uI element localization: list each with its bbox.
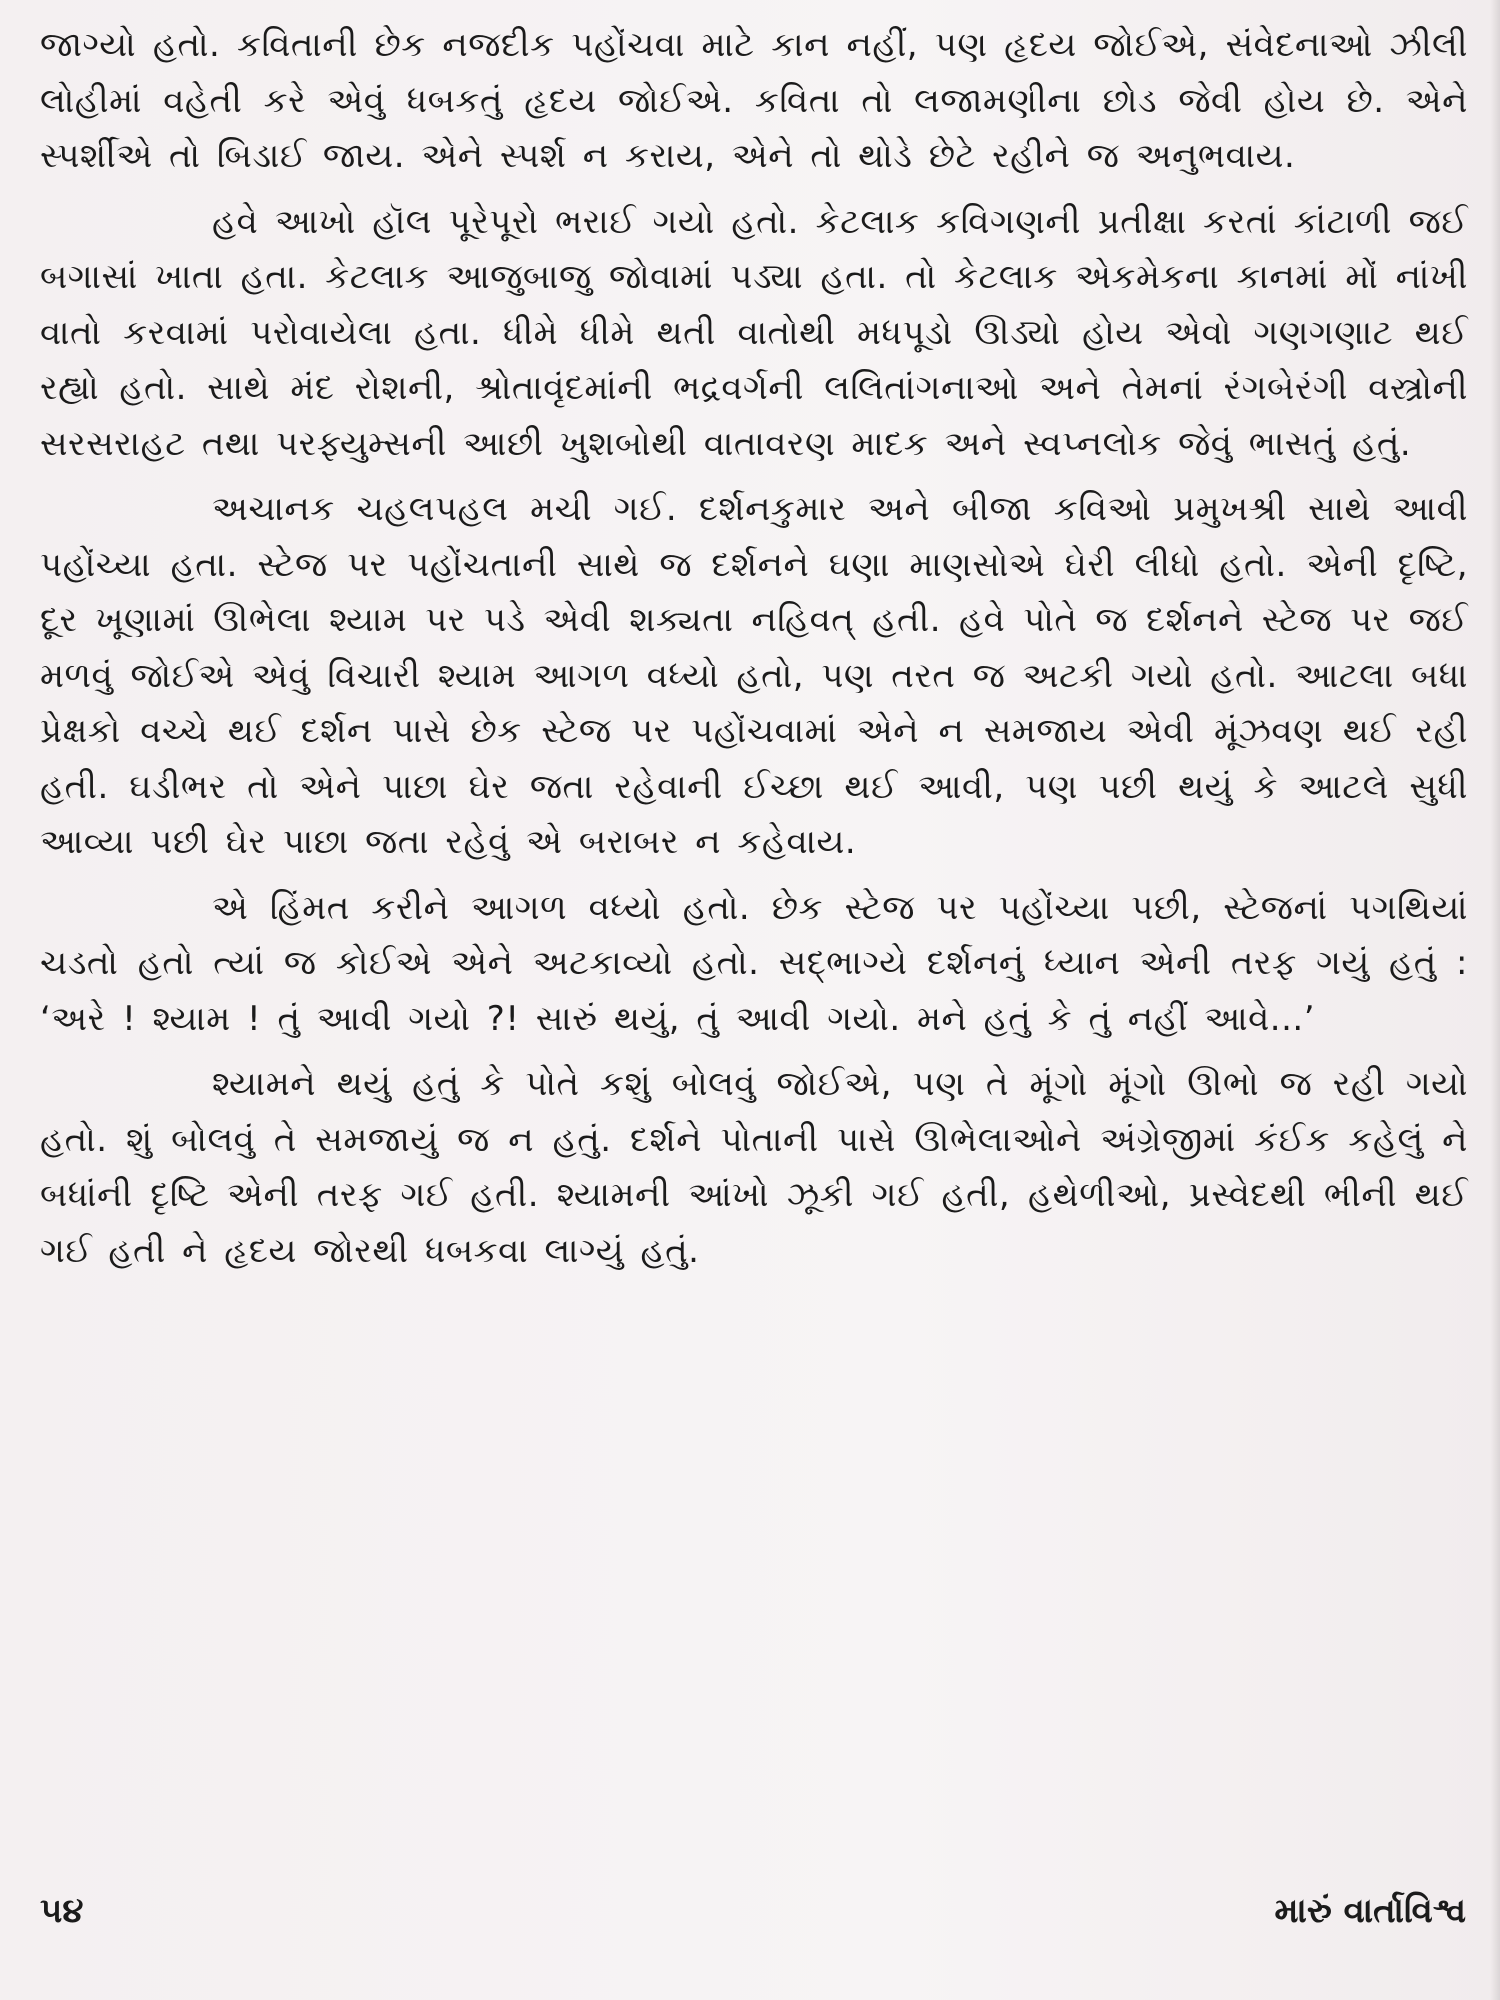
running-footer-title: મારું વાર્તાવિશ્વ bbox=[1274, 1891, 1466, 1931]
paragraph-arrival: અચાનક ચહલપહલ મચી ગઈ. દર્શનકુમાર અને બીજા કવિઓ પ્રમુખશ્રી સાથે આવી પહોંચ્યા હતા. સ્ટેજ પર પહોંચતાની સાથે જ દર્શનને ઘણા માણસોએ ઘેરી લીધો હતો. એની દૃષ્ટિ, દૂર ખૂણામાં ઊભેલા શ્યામ પર પડે એવી શક્યતા નહિવત્ હતી. હવે પોતે જ દર્શનને સ્ટેજ પર જઈ મળવું જોઈએ એવું વિચારી શ્યામ આગળ વધ્યો હતો, પણ તરત જ અટકી ગયો હતો. આટલા બધા પ્રેક્ષકો વચ્ચે થઈ દર્શન પાસે છેક સ્ટેજ પર પહોંચવામાં એને ન સમજાય એવી મૂંઝવણ થઈ રહી હતી. ઘડીભર તો એને પાછા ઘેર જતા રહેવાની ઈચ્છા થઈ આવી, પણ પછી થયું કે આટલે સુધી આવ્યા પછી ઘેર પાછા જતા રહેવું એ બરાબર ન કહેવાય. bbox=[40, 489, 1468, 862]
paragraph-shyam-silent: શ્યામને થયું હતું કે પોતે કશું બોલવું જોઈએ, પણ તે મૂંગો મૂંગો ઊભો જ રહી ગયો હતો. શું બોલવું તે સમજાયું જ ન હતું. દર્શને પોતાની પાસે ઊભેલાઓને અંગ્રેજીમાં કંઈક કહેલું ને બધાંની દૃષ્ટિ એની તરફ ગઈ હતી. શ્યામની આંખો ઝૂકી ગઈ હતી, હથેળીઓ, પ્રસ્વેદથી ભીની થઈ ગઈ હતી ને હૃદય જોરથી ધબકવા લાગ્યું હતું. bbox=[40, 1064, 1468, 1271]
page-edge-shadow bbox=[1490, 0, 1500, 2000]
paragraph-hall-scene: હવે આખો હૉલ પૂરેપૂરો ભરાઈ ગયો હતો. કેટલાક કવિગણની પ્રતીક્ષા કરતાં કાંટાળી જઈ બગાસાં ખાતા હતા. કેટલાક આજુબાજુ જોવામાં પડ્યા હતા. તો કેટલાક એકમેકના કાનમાં મોં નાંખી વાતો કરવામાં પરોવાયેલા હતા. ધીમે ધીમે થતી વાતોથી મધપૂડો ઊડ્યો હોય એવો ગણગણાટ થઈ રહ્યો હતો. સાથે મંદ રોશની, શ્રોતાવૃંદમાંની ભદ્રવર્ગની લલિતાંગનાઓ અને તેમનાં રંગબેરંગી વસ્ત્રોની સરસરાહટ તથા પરફ્યુમ્સની આછી ખુશબોથી વાતાવરણ માદક અને સ્વપ્નલોક જેવું ભાસતું હતું. bbox=[40, 201, 1468, 464]
paragraph-stage: એ હિંમત કરીને આગળ વધ્યો હતો. છેક સ્ટેજ પર પહોંચ્યા પછી, સ્ટેજનાં પગથિયાં ચડતો હતો ત્યાં જ કોઈએ એને અટકાવ્યો હતો. સદ્ભાગ્યે દર્શનનું ધ્યાન એની તરફ ગયું હતું : ‘અરે ! શ્યામ ! તું આવી ગયો ?! સારું થયું, તું આવી ગયો. મને હતું કે તું નહીં આવે...’ bbox=[40, 887, 1468, 1039]
page-number: ૫૪ bbox=[40, 1891, 84, 1931]
paragraph-continued: જાગ્યો હતો. કવિતાની છેક નજદીક પહોંચવા માટે કાન નહીં, પણ હૃદય જોઈએ, સંવેદનાઓ ઝીલી લોહીમાં વહેતી કરે એવું ધબકતું હૃદય જોઈએ. કવિતા તો લજામણીના છોડ જેવી હોય છે. એને સ્પર્શીએ તો બિડાઈ જાય. એને સ્પર્શ ન કરાય, એને તો થોડે છેટે રહીને જ અનુભવાય. bbox=[40, 25, 1468, 176]
page-body bbox=[40, 18, 1468, 1289]
